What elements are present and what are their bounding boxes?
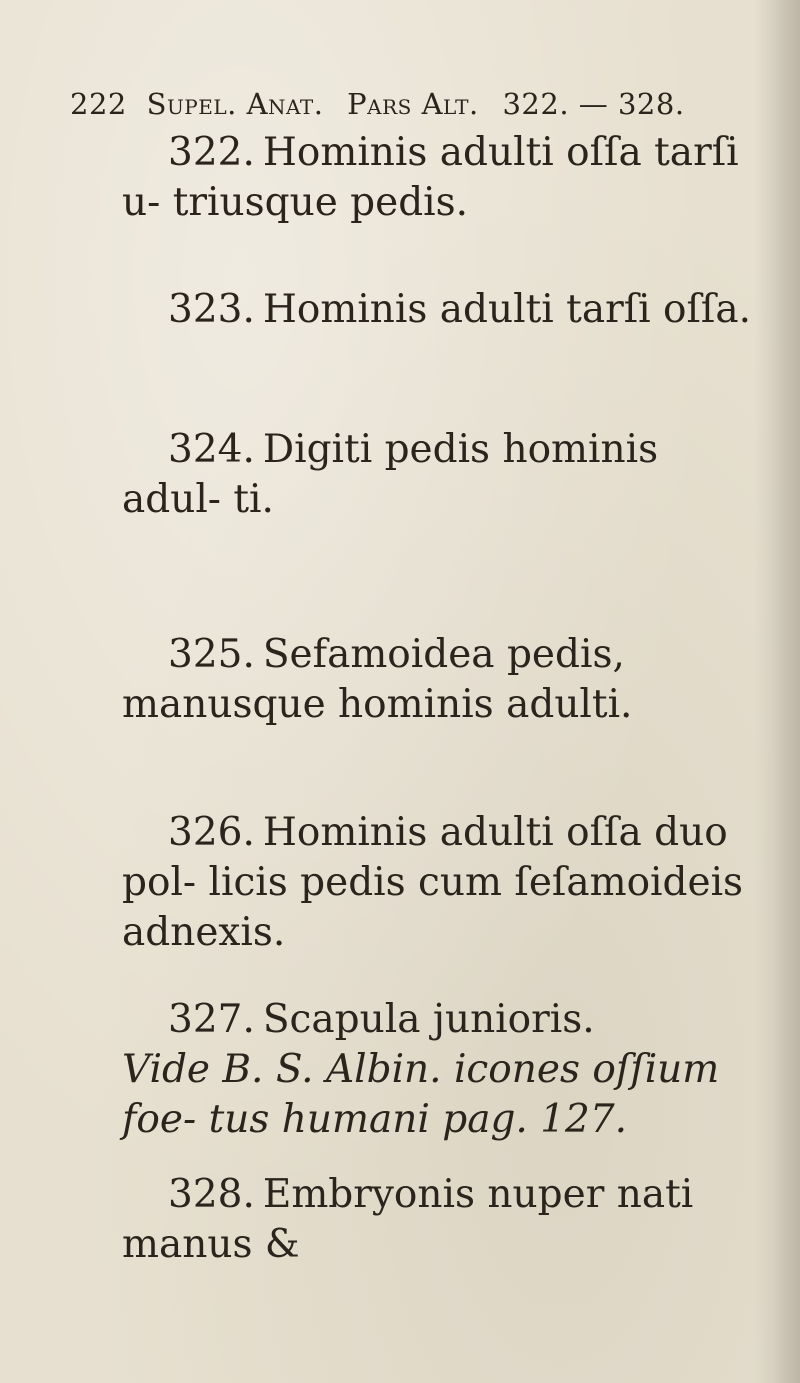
entry-322 bbox=[122, 128, 752, 228]
entry-range: 322. — 328. bbox=[502, 87, 685, 121]
entry-text: Sefamoidea pedis, manusque hominis adulti. bbox=[122, 632, 633, 727]
entry-327-reference: Vide B. S. Albin. icones oſſium foe- tus humani pag. 127. bbox=[122, 1047, 720, 1142]
entry-text: Hominis adulti tarſi oſſa. bbox=[262, 287, 752, 332]
page-gutter-shadow bbox=[754, 0, 800, 1383]
running-header bbox=[70, 84, 770, 124]
entry-text: Hominis adulti oſſa tarſi u- triusque pedis. bbox=[122, 130, 739, 225]
entry-number: 325. bbox=[168, 632, 255, 677]
entry-text: Embryonis nuper nati manus & bbox=[122, 1172, 694, 1267]
entry-327 bbox=[122, 995, 752, 1045]
entry-number: 328. bbox=[168, 1172, 255, 1217]
page-number: 222 bbox=[70, 87, 127, 121]
entry-number: 327. bbox=[168, 997, 255, 1042]
entry-text: Scapula junioris. bbox=[262, 997, 595, 1042]
entry-number: 326. bbox=[168, 810, 255, 855]
entry-326 bbox=[122, 808, 752, 958]
entry-text: Hominis adulti oſſa duo pol- licis pedis cum ſeſamoideis adnexis. bbox=[122, 810, 744, 955]
running-title: Supel. Anat. bbox=[146, 87, 324, 121]
entry-number: 324. bbox=[168, 427, 255, 472]
entry-number: 323. bbox=[168, 287, 255, 332]
entry-325 bbox=[122, 630, 752, 730]
part-label: Pars Alt. bbox=[347, 87, 479, 121]
entry-328 bbox=[122, 1170, 752, 1270]
entry-323 bbox=[122, 285, 752, 335]
entry-number: 322. bbox=[168, 130, 255, 175]
entry-text: Digiti pedis hominis adul- ti. bbox=[122, 427, 659, 522]
entry-324 bbox=[122, 425, 752, 525]
